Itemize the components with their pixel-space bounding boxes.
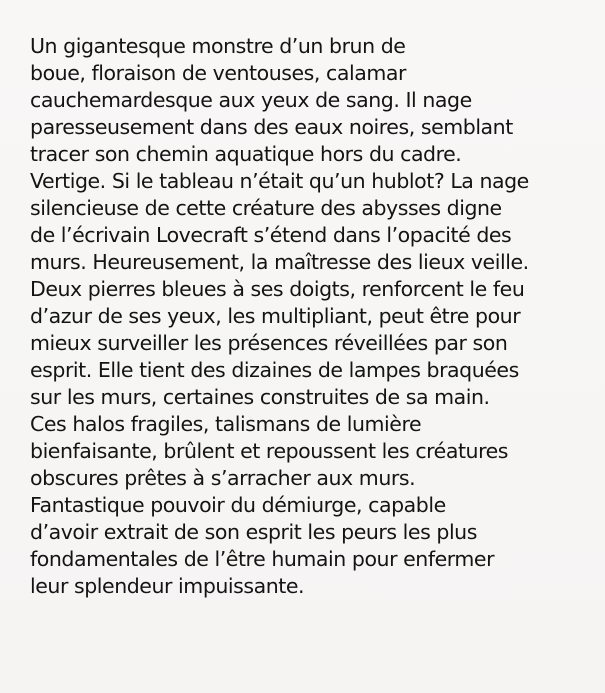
text-line-2: boue, floraison de ventouses, calamar (30, 61, 406, 85)
text-line-7: silencieuse de cette créature des abysses digne (30, 196, 502, 220)
text-line-6: Vertige. Si le tableau n’était qu’un hublot? La nage (30, 169, 529, 193)
text-line-18: Fantastique pouvoir du démiurge, capable (30, 493, 446, 517)
text-line-17: obscures prêtes à s’arracher aux murs. (30, 466, 416, 490)
text-line-5: tracer son chemin aquatique hors du cadre. (30, 142, 462, 166)
text-line-20: fondamentales de l’être humain pour enfermer (30, 547, 495, 571)
text-line-10: Deux pierres bleues à ses doigts, renforcent le feu (30, 277, 525, 301)
text-line-8: de l’écrivain Lovecraft s’étend dans l’opacité des (30, 223, 512, 247)
text-line-13: esprit. Elle tient des dizaines de lampes braquées (30, 358, 519, 382)
text-line-12: mieux surveiller les présences réveillées par son (30, 331, 508, 355)
text-line-14: sur les murs, certaines construites de sa main. (30, 385, 490, 409)
text-line-3: cauchemardesque aux yeux de sang. Il nage (30, 88, 472, 112)
text-line-15: Ces halos fragiles, talismans de lumière (30, 412, 422, 436)
text-line-16: bienfaisante, brûlent et repoussent les créatures (30, 439, 508, 463)
text-line-11: d’azur de ses yeux, les multipliant, peut être pour (30, 304, 521, 328)
text-line-21: leur splendeur impuissante. (30, 574, 305, 598)
text-line-9: murs. Heureusement, la maîtresse des lieux veille. (30, 250, 529, 274)
text-line-19: d’avoir extrait de son esprit les peurs les plus (30, 520, 477, 544)
text-line-4: paresseusement dans des eaux noires, semblant (30, 115, 513, 139)
text-line-1: Un gigantesque monstre d’un brun de (30, 34, 406, 58)
article-paragraph (30, 33, 595, 600)
